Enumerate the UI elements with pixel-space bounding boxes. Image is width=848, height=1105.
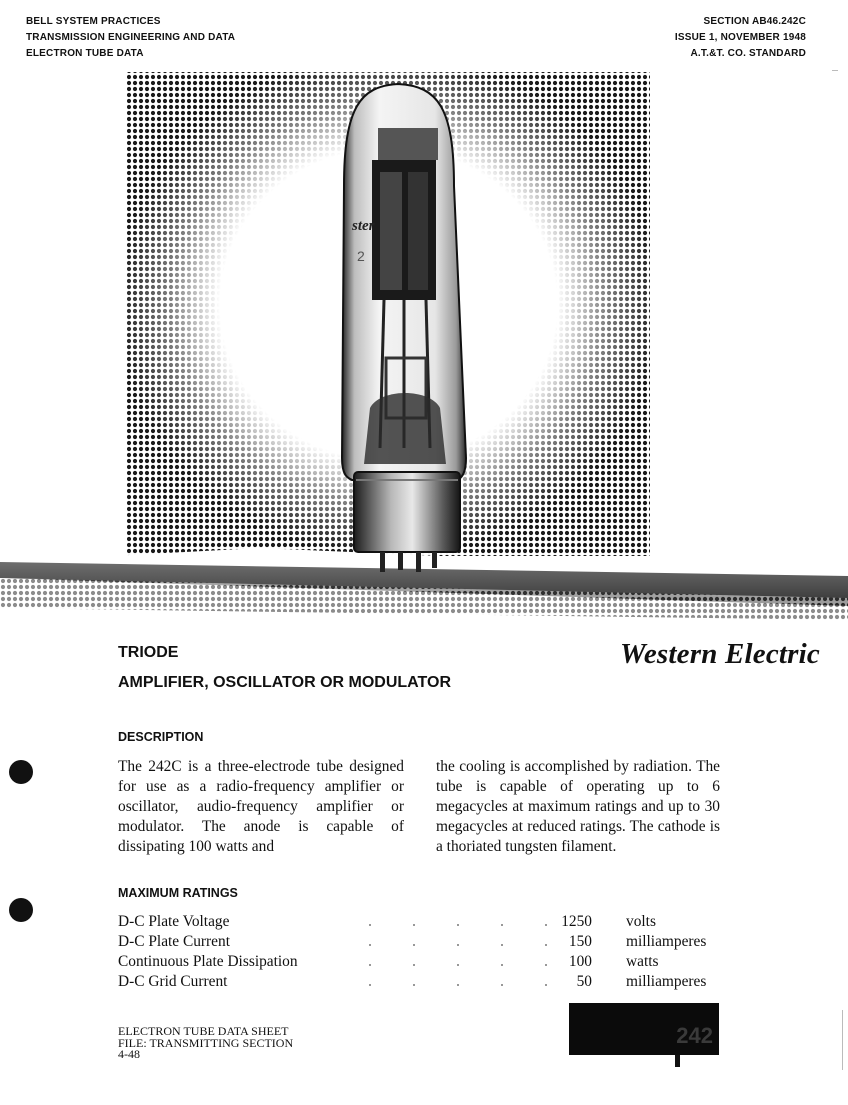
rating-unit: volts [626, 913, 656, 930]
index-tab-label: 242 [676, 1023, 713, 1048]
header-left-line: ELECTRON TUBE DATA [26, 48, 144, 59]
edge-mark [832, 70, 838, 71]
rating-label: D-C Plate Current [118, 933, 230, 950]
rating-row [118, 952, 718, 972]
filing-footer [118, 1026, 293, 1061]
binder-hole-icon [9, 760, 33, 784]
rating-label: Continuous Plate Dissipation [118, 953, 298, 970]
issue-date: ISSUE 1, NOVEMBER 1948 [674, 32, 806, 43]
header-left-line: TRANSMISSION ENGINEERING AND DATA [26, 32, 236, 43]
header-left-line: BELL SYSTEM PRACTICES [26, 16, 161, 27]
description-heading: DESCRIPTION [118, 730, 204, 744]
standard-label: A.T.&T. CO. STANDARD [690, 48, 806, 59]
tube-brand-fragment: ster [352, 218, 375, 234]
footer-line: FILE: TRANSMITTING SECTION [118, 1035, 294, 1050]
rating-label: D-C Plate Voltage [118, 913, 230, 930]
western-electric-logo: Western Electric [620, 638, 820, 670]
rating-row [118, 972, 718, 992]
tab-stub [675, 1055, 680, 1067]
maximum-ratings-table [118, 912, 718, 992]
rating-value: 100 [568, 953, 592, 970]
binder-hole-icon [9, 898, 33, 922]
edge-mark [842, 1010, 843, 1070]
tube-photograph [0, 68, 848, 628]
rating-row [118, 932, 718, 952]
rating-label: D-C Grid Current [118, 973, 228, 990]
rating-unit: milliamperes [626, 933, 707, 950]
tube-type-title: TRIODE [118, 644, 179, 661]
header-right [675, 14, 806, 62]
index-tab [569, 1003, 719, 1055]
leader-dots [348, 984, 558, 986]
description-text-left: The 242C is a three-electrode tube designed for use as a radio-frequency amplifier or oscillator, audio-frequency amplifier or modulator. The anode is capable of dissipating 100 watts and [118, 758, 404, 855]
leader-dots [348, 924, 558, 926]
tube-print-label: 2 [357, 248, 365, 264]
header-left [26, 14, 235, 62]
leader-dots [348, 944, 558, 946]
footer-line: 4-48 [118, 1047, 140, 1061]
rating-row [118, 912, 718, 932]
rating-unit: milliamperes [626, 973, 707, 990]
leader-dots [348, 964, 558, 966]
rating-value: 1250 [561, 913, 592, 930]
rating-value: 50 [576, 973, 592, 990]
rating-unit: watts [626, 953, 659, 970]
section-number: SECTION AB46.242C [703, 16, 806, 27]
maximum-ratings-heading: MAXIMUM RATINGS [118, 886, 238, 900]
footer-line: ELECTRON TUBE DATA SHEET [118, 1024, 289, 1038]
rating-value: 150 [568, 933, 592, 950]
tube-application-title: AMPLIFIER, OSCILLATOR OR MODULATOR [118, 674, 452, 691]
description-text-right: the cooling is accomplished by radiation. The tube is capable of operating up to 6 megacycles at maximum ratings and up to 30 megacycles at reduced ratings. The cathode is a thoriated tungsten filament. [436, 758, 720, 855]
